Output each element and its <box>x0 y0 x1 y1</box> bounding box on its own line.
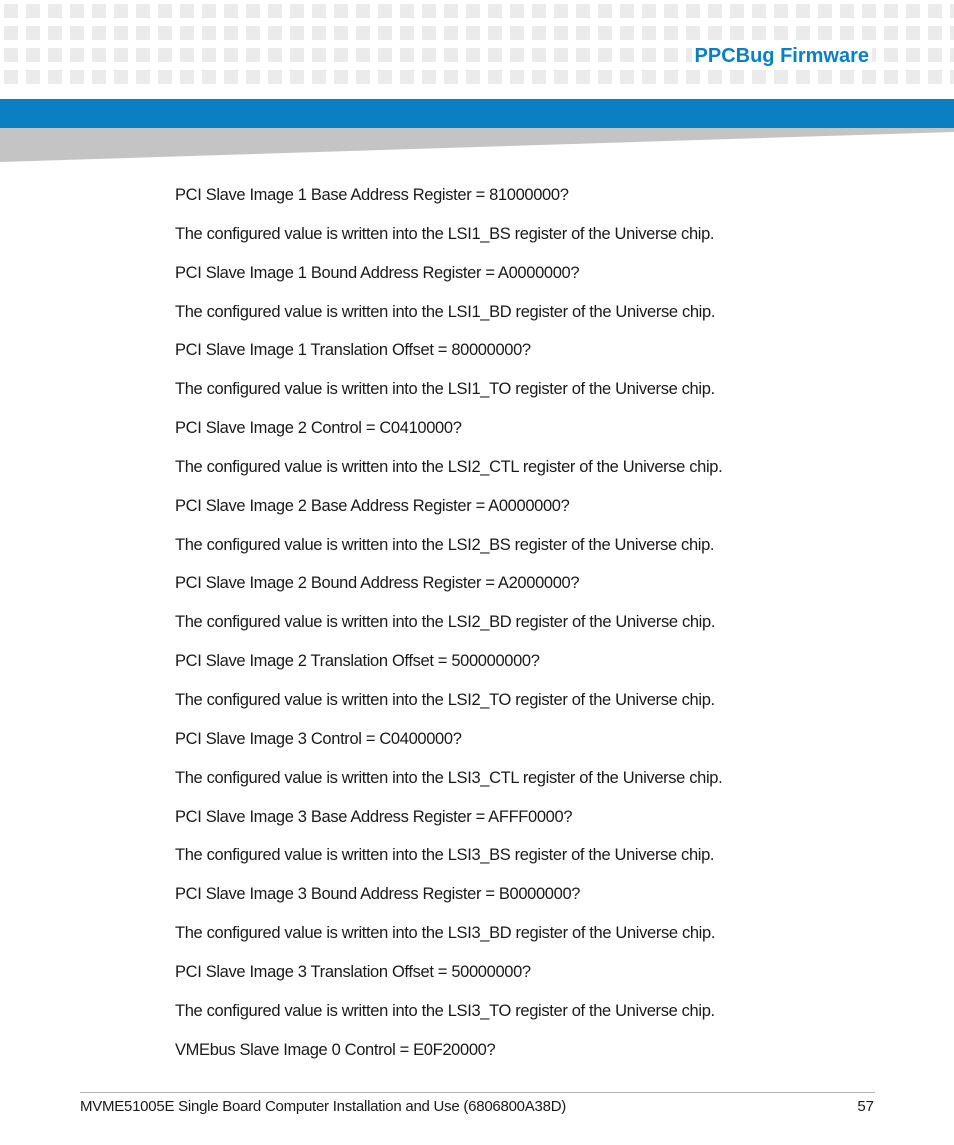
header-pattern-square <box>510 26 524 40</box>
header-pattern-square <box>136 70 150 84</box>
header-pattern-square <box>422 70 436 84</box>
header-pattern-square <box>334 26 348 40</box>
header-pattern-square <box>752 70 766 84</box>
header-pattern-square <box>686 70 700 84</box>
header-pattern-square <box>774 26 788 40</box>
setting-line: PCI Slave Image 2 Control = C0410000? <box>175 419 462 438</box>
setting-line: PCI Slave Image 3 Bound Address Register = B0000000? <box>175 885 581 904</box>
header-pattern-square <box>158 48 172 62</box>
header-pattern-square <box>48 70 62 84</box>
header-pattern-square <box>884 4 898 18</box>
header-pattern-square <box>906 48 920 62</box>
footer-page-number: 57 <box>857 1098 874 1115</box>
header-pattern-square <box>510 48 524 62</box>
header-pattern-square <box>290 4 304 18</box>
footer-document-title: MVME51005E Single Board Computer Installation and Use (6806800A38D) <box>80 1098 567 1115</box>
header-pattern-square <box>422 48 436 62</box>
description-line: The configured value is written into the LSI3_BD register of the Universe chip. <box>175 924 716 943</box>
header-pattern-square <box>598 70 612 84</box>
header-pattern-square <box>224 4 238 18</box>
header-pattern-square <box>818 26 832 40</box>
setting-line: PCI Slave Image 3 Base Address Register = AFFF0000? <box>175 807 573 826</box>
header-pattern-square <box>356 4 370 18</box>
header-pattern-square <box>180 4 194 18</box>
header-pattern-square <box>796 26 810 40</box>
header-pattern-square <box>884 26 898 40</box>
header-pattern-square <box>4 26 18 40</box>
header-pattern-square <box>906 26 920 40</box>
header-pattern-square <box>488 26 502 40</box>
header-pattern-square <box>444 48 458 62</box>
header-pattern-square <box>158 26 172 40</box>
header-pattern-square <box>378 48 392 62</box>
header-pattern-square <box>400 48 414 62</box>
header-pattern-square <box>290 26 304 40</box>
header-pattern-square <box>312 4 326 18</box>
header-pattern-square <box>202 70 216 84</box>
header-pattern-square <box>884 70 898 84</box>
header-pattern-square <box>620 4 634 18</box>
header-pattern-square <box>818 70 832 84</box>
header-pattern-square <box>840 70 854 84</box>
header-pattern-square <box>92 70 106 84</box>
header-pattern-square <box>642 4 656 18</box>
setting-line: VMEbus Slave Image 0 Control = E0F20000? <box>175 1040 496 1059</box>
header-pattern-square <box>4 4 18 18</box>
setting-line: PCI Slave Image 2 Bound Address Register = A2000000? <box>175 574 580 593</box>
header-pattern-square <box>202 48 216 62</box>
header-pattern-square <box>92 48 106 62</box>
header-pattern-square <box>422 4 436 18</box>
header-pattern-square <box>532 70 546 84</box>
header-pattern-square <box>928 4 942 18</box>
header-pattern-square <box>334 4 348 18</box>
header-pattern-square <box>488 48 502 62</box>
header-pattern-square <box>466 70 480 84</box>
header-pattern-square <box>950 26 954 40</box>
header-pattern-square <box>180 26 194 40</box>
header-pattern-square <box>312 70 326 84</box>
description-line: The configured value is written into the LSI1_BD register of the Universe chip. <box>175 302 716 321</box>
header-pattern-square <box>400 70 414 84</box>
header-pattern-square <box>664 48 678 62</box>
header-pattern-square <box>862 4 876 18</box>
header-pattern-square <box>400 26 414 40</box>
header-pattern-square <box>730 70 744 84</box>
header-pattern-square <box>92 4 106 18</box>
header-pattern-square <box>774 4 788 18</box>
header-pattern-square <box>70 48 84 62</box>
header-pattern-square <box>554 4 568 18</box>
header-pattern-square <box>554 48 568 62</box>
header-pattern-square <box>246 70 260 84</box>
header-pattern-square <box>664 4 678 18</box>
header-pattern-square <box>664 70 678 84</box>
header-pattern-square <box>642 70 656 84</box>
header-pattern-square <box>70 70 84 84</box>
header-pattern-square <box>664 26 678 40</box>
header-pattern-square <box>48 26 62 40</box>
header-pattern-square <box>774 70 788 84</box>
header-pattern-square <box>950 70 954 84</box>
header-pattern-square <box>246 48 260 62</box>
header-pattern-square <box>114 4 128 18</box>
setting-line: PCI Slave Image 1 Translation Offset = 80000000? <box>175 341 531 360</box>
description-line: The configured value is written into the LSI2_BD register of the Universe chip. <box>175 613 716 632</box>
header-pattern-square <box>180 48 194 62</box>
description-line: The configured value is written into the LSI3_BS register of the Universe chip. <box>175 846 715 865</box>
header-pattern-square <box>906 4 920 18</box>
header-pattern-square <box>158 4 172 18</box>
header-pattern-square <box>598 48 612 62</box>
header-pattern-square <box>730 4 744 18</box>
header-pattern-square <box>26 48 40 62</box>
page-section-title: PPCBug Firmware <box>692 43 872 69</box>
header-pattern-square <box>708 4 722 18</box>
header-pattern-square <box>488 4 502 18</box>
header-pattern-square <box>136 48 150 62</box>
header-pattern-square <box>48 48 62 62</box>
header-pattern-square <box>422 26 436 40</box>
header-pattern-square <box>114 70 128 84</box>
description-line: The configured value is written into the LSI1_TO register of the Universe chip. <box>175 380 715 399</box>
header-pattern-square <box>598 26 612 40</box>
header-pattern-square <box>268 70 282 84</box>
header-pattern-square <box>752 26 766 40</box>
header-pattern-square <box>840 4 854 18</box>
header-pattern-square <box>862 70 876 84</box>
header-pattern-square <box>818 4 832 18</box>
header-pattern-square <box>576 4 590 18</box>
header-pattern-square <box>268 48 282 62</box>
footer-divider <box>80 1092 875 1093</box>
header-pattern-square <box>686 4 700 18</box>
header-pattern-square <box>532 26 546 40</box>
description-line: The configured value is written into the LSI3_CTL register of the Universe chip. <box>175 768 723 787</box>
header-pattern-square <box>510 70 524 84</box>
header-pattern-square <box>400 4 414 18</box>
setting-line: PCI Slave Image 3 Control = C0400000? <box>175 729 462 748</box>
header-pattern-square <box>224 48 238 62</box>
header-pattern-square <box>488 70 502 84</box>
header-pattern-square <box>576 70 590 84</box>
header-pattern-square <box>928 26 942 40</box>
header-pattern-square <box>466 4 480 18</box>
header-pattern-square <box>26 4 40 18</box>
header-pattern-square <box>378 70 392 84</box>
header-pattern-square <box>4 70 18 84</box>
header-pattern-square <box>224 70 238 84</box>
header-pattern-square <box>620 26 634 40</box>
header-pattern-square <box>444 26 458 40</box>
header-pattern-square <box>290 70 304 84</box>
header-pattern-square <box>730 26 744 40</box>
setting-line: PCI Slave Image 2 Base Address Register = A0000000? <box>175 496 570 515</box>
header-blue-bar <box>0 99 954 128</box>
header-pattern-square <box>796 4 810 18</box>
header-pattern-square <box>268 26 282 40</box>
header-pattern-square <box>312 26 326 40</box>
header-pattern-square <box>620 70 634 84</box>
description-line: The configured value is written into the LSI2_BS register of the Universe chip. <box>175 535 715 554</box>
header-pattern-square <box>708 26 722 40</box>
header-pattern-square <box>356 26 370 40</box>
header-pattern-square <box>114 26 128 40</box>
header-pattern-square <box>114 48 128 62</box>
header-pattern-square <box>928 70 942 84</box>
header-pattern-square <box>510 4 524 18</box>
header-pattern-square <box>950 48 954 62</box>
header-pattern-square <box>620 48 634 62</box>
header-pattern-square <box>862 26 876 40</box>
body-content <box>175 182 875 1075</box>
header-pattern-square <box>202 26 216 40</box>
header-pattern-square <box>26 26 40 40</box>
header-pattern-square <box>48 4 62 18</box>
header-pattern-square <box>532 48 546 62</box>
header-pattern-square <box>180 70 194 84</box>
header-pattern-square <box>642 48 656 62</box>
header-pattern-square <box>4 48 18 62</box>
header-pattern-square <box>554 26 568 40</box>
header-pattern-square <box>378 4 392 18</box>
description-line: The configured value is written into the LSI3_TO register of the Universe chip. <box>175 1001 715 1020</box>
header-pattern-square <box>26 70 40 84</box>
header-pattern-square <box>554 70 568 84</box>
setting-line: PCI Slave Image 2 Translation Offset = 500000000? <box>175 652 540 671</box>
description-line: The configured value is written into the LSI1_BS register of the Universe chip. <box>175 224 715 243</box>
header-pattern-square <box>840 26 854 40</box>
header-pattern-square <box>928 48 942 62</box>
header-pattern-square <box>708 70 722 84</box>
header-pattern-square <box>576 48 590 62</box>
setting-line: PCI Slave Image 1 Base Address Register = 81000000? <box>175 186 569 204</box>
header-pattern-square <box>224 26 238 40</box>
header-pattern-square <box>158 70 172 84</box>
header-pattern-square <box>356 48 370 62</box>
header-pattern-square <box>334 70 348 84</box>
setting-line: PCI Slave Image 3 Translation Offset = 50000000? <box>175 962 531 981</box>
header-pattern-square <box>268 4 282 18</box>
header-pattern-square <box>906 70 920 84</box>
header-pattern-square <box>796 70 810 84</box>
header-gray-swoosh <box>0 128 954 164</box>
header-pattern-square <box>884 48 898 62</box>
header-pattern-square <box>532 4 546 18</box>
header-pattern-square <box>70 4 84 18</box>
header-pattern-square <box>334 48 348 62</box>
header-pattern-square <box>70 26 84 40</box>
setting-line: PCI Slave Image 1 Bound Address Register = A0000000? <box>175 263 580 282</box>
header-pattern-square <box>752 4 766 18</box>
header-pattern-square <box>598 4 612 18</box>
header-pattern-square <box>576 26 590 40</box>
header-pattern-square <box>246 4 260 18</box>
header-pattern-square <box>92 26 106 40</box>
header-pattern-square <box>444 4 458 18</box>
header-pattern-square <box>950 4 954 18</box>
header-pattern-square <box>686 26 700 40</box>
description-line: The configured value is written into the LSI2_TO register of the Universe chip. <box>175 690 715 709</box>
header-pattern-square <box>312 48 326 62</box>
header-pattern-square <box>378 26 392 40</box>
header-pattern-square <box>466 26 480 40</box>
header-pattern-square <box>202 4 216 18</box>
header-pattern-square <box>642 26 656 40</box>
header-pattern-square <box>136 26 150 40</box>
header-pattern-square <box>136 4 150 18</box>
header-pattern-square <box>444 70 458 84</box>
header-pattern-square <box>356 70 370 84</box>
header-pattern-square <box>290 48 304 62</box>
description-line: The configured value is written into the LSI2_CTL register of the Universe chip. <box>175 457 723 476</box>
header-pattern-square <box>246 26 260 40</box>
header-pattern-square <box>466 48 480 62</box>
